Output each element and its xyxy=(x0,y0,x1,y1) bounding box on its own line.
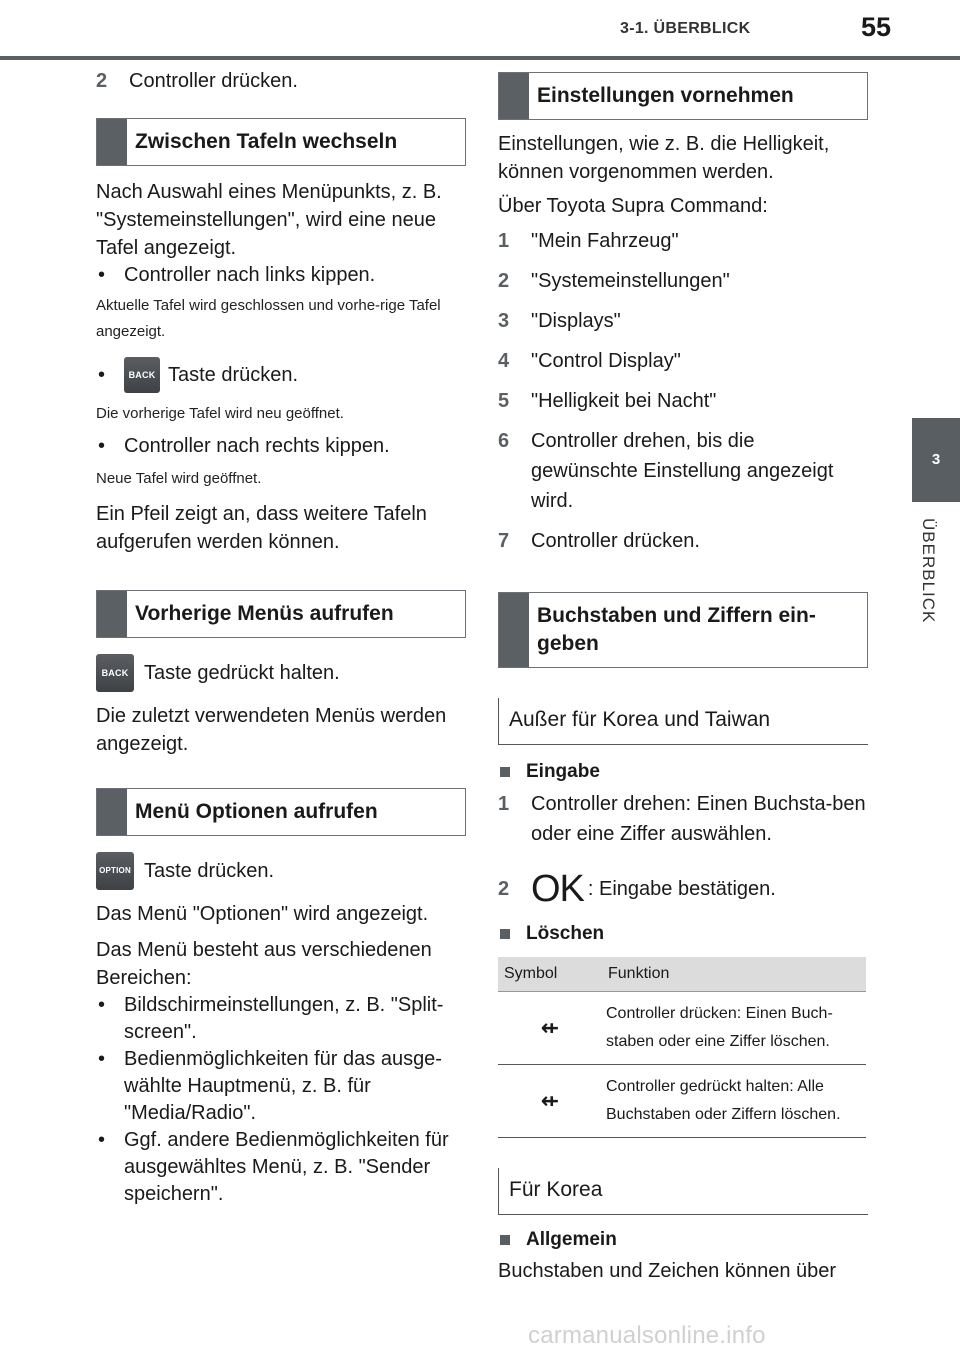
icon-row-back-hold xyxy=(96,654,466,692)
bullet-item-back: • BACK Taste drücken. xyxy=(96,357,466,393)
square-marker-icon xyxy=(500,1235,510,1245)
delete-arrow-icon: ⇷ xyxy=(498,992,602,1065)
icon-row-option xyxy=(96,852,466,890)
heading-bar xyxy=(97,591,127,637)
step-number: 6 xyxy=(498,430,510,452)
input-step-2 xyxy=(498,869,868,909)
step-7 xyxy=(498,526,868,556)
heading-text: Menü Optionen aufrufen xyxy=(135,800,378,823)
subsection-general xyxy=(498,1229,868,1251)
note: Aktuelle Tafel wird geschlossen und vorhe-rige Tafel angezeigt. xyxy=(96,297,441,340)
step-number: 2 xyxy=(96,70,108,92)
bullet-text: Ggf. andere Bedienmöglichkeiten für ausgewähltes Menü, z. B. "Sender speichern". xyxy=(124,1129,449,1205)
note: Neue Tafel wird geöffnet. xyxy=(96,470,262,487)
bullet-text: Bedienmöglichkeiten für das ausge-wählte Hauptmenü, z. B. für "Media/Radio". xyxy=(124,1048,442,1124)
ok-icon: OK xyxy=(531,868,584,910)
paragraph: Ein Pfeil zeigt an, dass weitere Tafeln aufgerufen werden können. xyxy=(96,503,427,553)
bullet-text: Taste drücken. xyxy=(168,363,299,386)
paragraph: Das Menü "Optionen" wird angezeigt. xyxy=(96,903,429,925)
step-number: 4 xyxy=(498,350,510,372)
step-4 xyxy=(498,346,868,376)
note: Die vorherige Tafel wird neu geöffnet. xyxy=(96,405,344,422)
subsection-input xyxy=(498,761,868,783)
icon-row-text: Taste gedrückt halten. xyxy=(144,662,340,684)
table-cell-function: Controller drücken: Einen Buch-staben oder eine Ziffer löschen. xyxy=(602,992,866,1065)
step-number: 1 xyxy=(498,230,510,252)
table-cell-function: Controller gedrückt halten: Alle Buchstaben oder Ziffern löschen. xyxy=(602,1065,866,1138)
heading-bar xyxy=(499,593,529,667)
watermark: carmanualsonline.info xyxy=(528,1322,766,1349)
paragraph: Nach Auswahl eines Menüpunkts, z. B. "Systemeinstellungen", wird eine neue Tafel angezeigt. xyxy=(96,181,442,259)
subsection-title: Löschen xyxy=(526,923,605,944)
section-heading-switch-panels xyxy=(96,118,466,166)
step-1 xyxy=(498,226,868,256)
header-section-title: 3-1. ÜBERBLICK xyxy=(620,20,751,37)
heading-text: Buchstaben und Ziffern ein-geben xyxy=(537,604,816,655)
step-text: "Control Display" xyxy=(531,350,681,372)
step-text: Controller drehen: Einen Buchsta-ben oder eine Ziffer auswählen. xyxy=(531,793,866,845)
step-3 xyxy=(498,306,868,336)
step-text: "Helligkeit bei Nacht" xyxy=(531,390,717,412)
step-2 xyxy=(498,266,868,296)
bullet-item: • Bedienmöglichkeiten für das ausge-wählte Hauptmenü, z. B. für "Media/Radio". xyxy=(96,1046,466,1127)
step-text: Controller drücken. xyxy=(531,530,700,552)
subsection-title: Eingabe xyxy=(526,761,600,782)
heading-bar xyxy=(97,119,127,165)
header-rule xyxy=(0,56,960,60)
step-number: 2 xyxy=(498,270,510,292)
settings-steps xyxy=(498,226,868,556)
bullet-text: Controller nach links kippen. xyxy=(124,264,376,286)
step-text: "Displays" xyxy=(531,310,621,332)
square-marker-icon xyxy=(500,929,510,939)
paragraph: Einstellungen, wie z. B. die Helligkeit, können vorgenommen werden. xyxy=(498,133,830,183)
right-column xyxy=(498,72,868,1285)
bullet-item: • Bildschirmeinstellungen, z. B. "Split-screen". xyxy=(96,992,466,1046)
chapter-label: ÜBERBLICK xyxy=(919,518,938,624)
bullet-text: Controller nach rechts kippen. xyxy=(124,435,390,457)
step-number: 3 xyxy=(498,310,510,332)
left-column xyxy=(96,66,466,1208)
chapter-tab[interactable]: 3 xyxy=(912,418,960,502)
icon-row-text: Taste drücken. xyxy=(144,860,275,882)
section-heading-input xyxy=(498,592,868,668)
column-header-function: Funktion xyxy=(602,957,866,992)
step-text: "Mein Fahrzeug" xyxy=(531,230,679,252)
subsection-delete xyxy=(498,923,868,945)
column-header-symbol: Symbol xyxy=(498,957,602,992)
subsection-title: Allgemein xyxy=(526,1229,617,1250)
step-text: : Eingabe bestätigen. xyxy=(587,878,776,900)
step-number: 1 xyxy=(498,793,510,815)
step-number: 2 xyxy=(498,878,510,900)
heading-bar xyxy=(499,73,529,119)
heading-bar xyxy=(97,789,127,835)
step-2 xyxy=(96,66,466,96)
input-step-1 xyxy=(498,789,868,849)
step-text: Controller drehen, bis die gewünschte Einstellung angezeigt wird. xyxy=(531,430,834,512)
subheading-korea: Für Korea xyxy=(498,1168,868,1215)
paragraph: Buchstaben und Zeichen können über xyxy=(498,1260,837,1282)
table-row xyxy=(498,992,866,1065)
page-number: 55 xyxy=(861,12,892,42)
step-number: 7 xyxy=(498,530,510,552)
paragraph: Die zuletzt verwendeten Menüs werden angezeigt. xyxy=(96,705,447,755)
symbol-table xyxy=(498,957,866,1138)
bullet-item: • Ggf. andere Bedienmöglichkeiten für ausgewähltes Menü, z. B. "Sender speichern". xyxy=(96,1127,466,1208)
step-6 xyxy=(498,426,868,516)
option-button-icon: OPTION xyxy=(96,852,134,890)
back-button-icon: BACK xyxy=(124,357,160,393)
bullet-item: • Controller nach links kippen. xyxy=(96,262,466,289)
step-5 xyxy=(498,386,868,416)
paragraph: Das Menü besteht aus verschiedenen Bereichen: xyxy=(96,939,432,989)
square-marker-icon xyxy=(500,767,510,777)
back-button-icon: BACK xyxy=(96,654,134,692)
heading-text: Vorherige Menüs aufrufen xyxy=(135,602,394,625)
section-heading-options xyxy=(96,788,466,836)
section-heading-previous-menus xyxy=(96,590,466,638)
bullet-item: • Controller nach rechts kippen. xyxy=(96,433,466,460)
heading-text: Einstellungen vornehmen xyxy=(537,84,794,107)
delete-arrow-icon: ⇷ xyxy=(498,1065,602,1138)
step-number: 5 xyxy=(498,390,510,412)
step-text: "Systemeinstellungen" xyxy=(531,270,730,292)
paragraph: Über Toyota Supra Command: xyxy=(498,195,768,217)
step-text: Controller drücken. xyxy=(129,70,298,92)
section-heading-settings xyxy=(498,72,868,120)
subheading-except-korea-taiwan: Außer für Korea und Taiwan xyxy=(498,698,868,745)
table-row xyxy=(498,1065,866,1138)
bullet-text: Bildschirmeinstellungen, z. B. "Split-screen". xyxy=(124,994,444,1043)
heading-text: Zwischen Tafeln wechseln xyxy=(135,130,398,153)
